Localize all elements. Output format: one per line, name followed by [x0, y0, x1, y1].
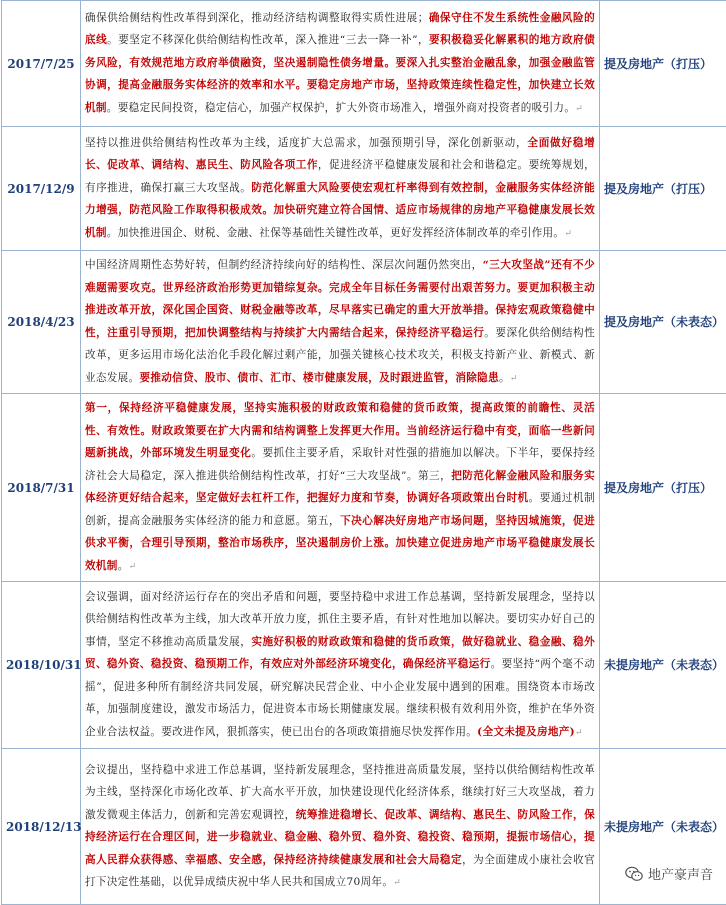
wechat-icon: [625, 866, 643, 882]
row-content: [81, 582, 600, 749]
body-text: 。要抓住主要矛盾，采取针对性强的措施加以解决。下半年，要保持经济社会大局稳定，深入推进供给侧结构性改革，打好“三大攻坚战”。第三，: [85, 447, 595, 482]
row-tag: 提及房地产（未表态）: [600, 251, 726, 394]
row-content: [81, 394, 600, 582]
row-tag: 未提房地产（未表态）: [600, 749, 726, 905]
watermark: [622, 863, 716, 884]
row-tag: 提及房地产（打压）: [600, 1, 726, 127]
body-text: ，为全面建成小康社会收官打下决定性基础，以优异成绩庆祝中华人民共和国成立70周年。: [85, 854, 595, 889]
table-row: [2, 127, 726, 251]
row-date: 2018/12/13: [2, 749, 81, 905]
highlighted-text: “三大攻坚战”还有不少难题需要攻克。世界经济政治形势更加错综复杂。完成全年目标任务需要付出艰苦努力。要更加积极主动推进改革开放，深化国企国资、财税金融等改革，尽早落实已确定的重大开放举措。保持宏观政策稳健中性，注重引导预期，把加快调整结构与持续扩大内需结合起来，保持经济平稳运行: [85, 259, 595, 339]
highlighted-text: 统筹推进稳增长、促改革、调结构、惠民生、防风险工作，保持经济运行在合理区间，进一步稳就业、稳金融、稳外贸、稳外资、稳投资、稳预期，提振市场信心，提高人民群众获得感、幸福感、安全感，保持经济持续健康发展和社会大局稳定: [85, 809, 595, 866]
row-date: 2018/10/31: [2, 582, 81, 749]
row-tag: 提及房地产（打压）: [600, 394, 726, 582]
body-text: 会议强调，面对经济运行存在的突出矛盾和问题，要坚持稳中求进工作总基调，坚持新发展理念，坚持以供给侧结构性改革为主线，加大改革开放力度，抓住主要矛盾，有针对性地加以解决。要切实办好自己的事情，坚定不移推动高质量发展，: [85, 591, 595, 648]
highlighted-text: 要积极稳妥化解累积的地方政府债务风险，有效规范地方政府举债融资，坚决遏制隐性债务增量。要深入扎实整治金融乱象，加强金融监管协调，提高金融服务实体经济的效率和水平。要稳定房地产市场，坚持政策连续性稳定性，加快建立长效机制: [85, 34, 595, 114]
highlighted-text: 下决心解决好房地产市场问题，坚持因城施策，促进供求平衡，合理引导预期，整治市场秩序，坚决遏制房价上涨。加快建立促进房地产市场平稳健康发展长效机制: [85, 515, 595, 572]
highlighted-text: 实施好积极的财政政策和稳健的货币政策，做好稳就业、稳金融、稳外贸、稳外资、稳投资、稳预期工作，有效应对外部经济环境变化，确保经济平稳运行: [85, 636, 595, 671]
row-date: 2017/12/9: [2, 127, 81, 251]
highlighted-text: 防范化解重大风险要使宏观杠杆率得到有效控制，金融服务实体经济能力增强，防范风险工作取得积极成效。加快研究建立符合国情、适应市场规律的房地产平稳健康发展长效机制: [85, 182, 595, 239]
row-date: 2018/7/31: [2, 394, 81, 582]
highlighted-text: (全文未提及房地产): [477, 726, 575, 738]
table-row: [2, 251, 726, 394]
paragraph-mark-icon: ↵: [129, 562, 137, 572]
body-text: 。要坚定不移深化供给侧结构性改革，深入推进“三去一降一补”，: [107, 34, 429, 46]
body-text: 中国经济周期性态势好转，但制约经济持续向好的结构性、深层次问题仍然突出，: [85, 259, 483, 271]
row-date: 2017/7/25: [2, 1, 81, 127]
watermark-text: 地产豪声音: [648, 864, 713, 883]
paragraph-mark-icon: ↵: [575, 728, 583, 738]
body-text: 确保供给侧结构性改革得到深化，推动经济结构调整取得实质性进展；: [85, 12, 429, 24]
body-text: 会议提出，坚持稳中求进工作总基调，坚持新发展理念，坚持推进高质量发展，坚持以供给侧结构性改革为主线，坚持深化市场化改革、扩大高水平开放，加快建设现代化经济体系，继续打好三大攻坚战，着力激发微观主体活力，创新和完善宏观调控，: [85, 764, 595, 821]
body-text: ，促进经济平稳健康发展和社会和谐稳定。要统筹规划，有序推进，确保打赢三大攻坚战。: [85, 159, 595, 194]
row-content: [81, 749, 600, 905]
paragraph-mark-icon: ↵: [393, 878, 401, 888]
highlighted-text: 要推动信贷、股市、债市、汇市、楼市健康发展，及时跟进监管，消除隐患: [139, 372, 499, 384]
highlighted-text: 第一，保持经济平稳健康发展，坚持实施积极的财政政策和稳健的货币政策，提高政策的前瞻性、灵活性、有效性。财政政策要在扩大内需和结构调整上发挥更大作用。当前经济运行稳中有变，面临一些新问题新挑战，外部环境发生明显变化: [85, 402, 595, 459]
row-content: [81, 251, 600, 394]
body-text: 。: [499, 372, 510, 384]
highlighted-text: 确保守住不发生系统性金融风险的底线: [85, 12, 595, 47]
body-text: 坚持以推进供给侧结构性改革为主线，适度扩大总需求，加强预期引导，深化创新驱动，: [85, 137, 527, 149]
policy-table: [1, 0, 726, 905]
row-content: [81, 1, 600, 127]
table-row: [2, 582, 726, 749]
body-text: 。: [118, 560, 129, 572]
table-row: [2, 1, 726, 127]
row-date: 2018/4/23: [2, 251, 81, 394]
body-text: 。要通过机制创新，提高金融服务实体经济的能力和意愿。第五，: [85, 492, 595, 527]
body-text: 。加快推进国企、财税、金融、社保等基础性关键性改革，更好发挥经济体制改革的牵引作用。: [107, 227, 565, 239]
paragraph-mark-icon: ↵: [575, 104, 583, 114]
row-tag: 未提房地产（未表态）: [600, 582, 726, 749]
table-row: [2, 394, 726, 582]
highlighted-text: 把防范化解金融风险和服务实体经济更好结合起来，坚定做好去杠杆工作，把握好力度和节奏，协调好各项政策出台时机: [85, 470, 595, 505]
highlighted-text: 全面做好稳增长、促改革、调结构、惠民生、防风险各项工作: [85, 137, 595, 172]
row-content: [81, 127, 600, 251]
body-text: 。要深化供给侧结构性改革，更多运用市场化法治化手段化解过剩产能，加强关键核心技术攻关，积极支持新产业、新模式、新业态发展。: [85, 327, 595, 384]
body-text: 。要坚持“两个毫不动摇”，促进多种所有制经济共同发展，研究解决民营企业、中小企业发展中遇到的困难。围绕资本市场改革，加强制度建设，激发市场活力，促进资本市场长期健康发展。继续积极有效利用外资，维护在华外资企业合法权益。要改进作风，狠抓落实，使已出台的各项政策措施尽快发挥作用。: [85, 658, 595, 738]
paragraph-mark-icon: ↵: [510, 374, 518, 384]
paragraph-mark-icon: ↵: [564, 229, 572, 239]
policy-table-body: [2, 1, 726, 905]
row-tag: 提及房地产（打压）: [600, 127, 726, 251]
table-row: [2, 749, 726, 905]
body-text: 。要稳定民间投资，稳定信心，加强产权保护，扩大外资市场准入，增强外商对投资者的吸引力。: [107, 102, 575, 114]
